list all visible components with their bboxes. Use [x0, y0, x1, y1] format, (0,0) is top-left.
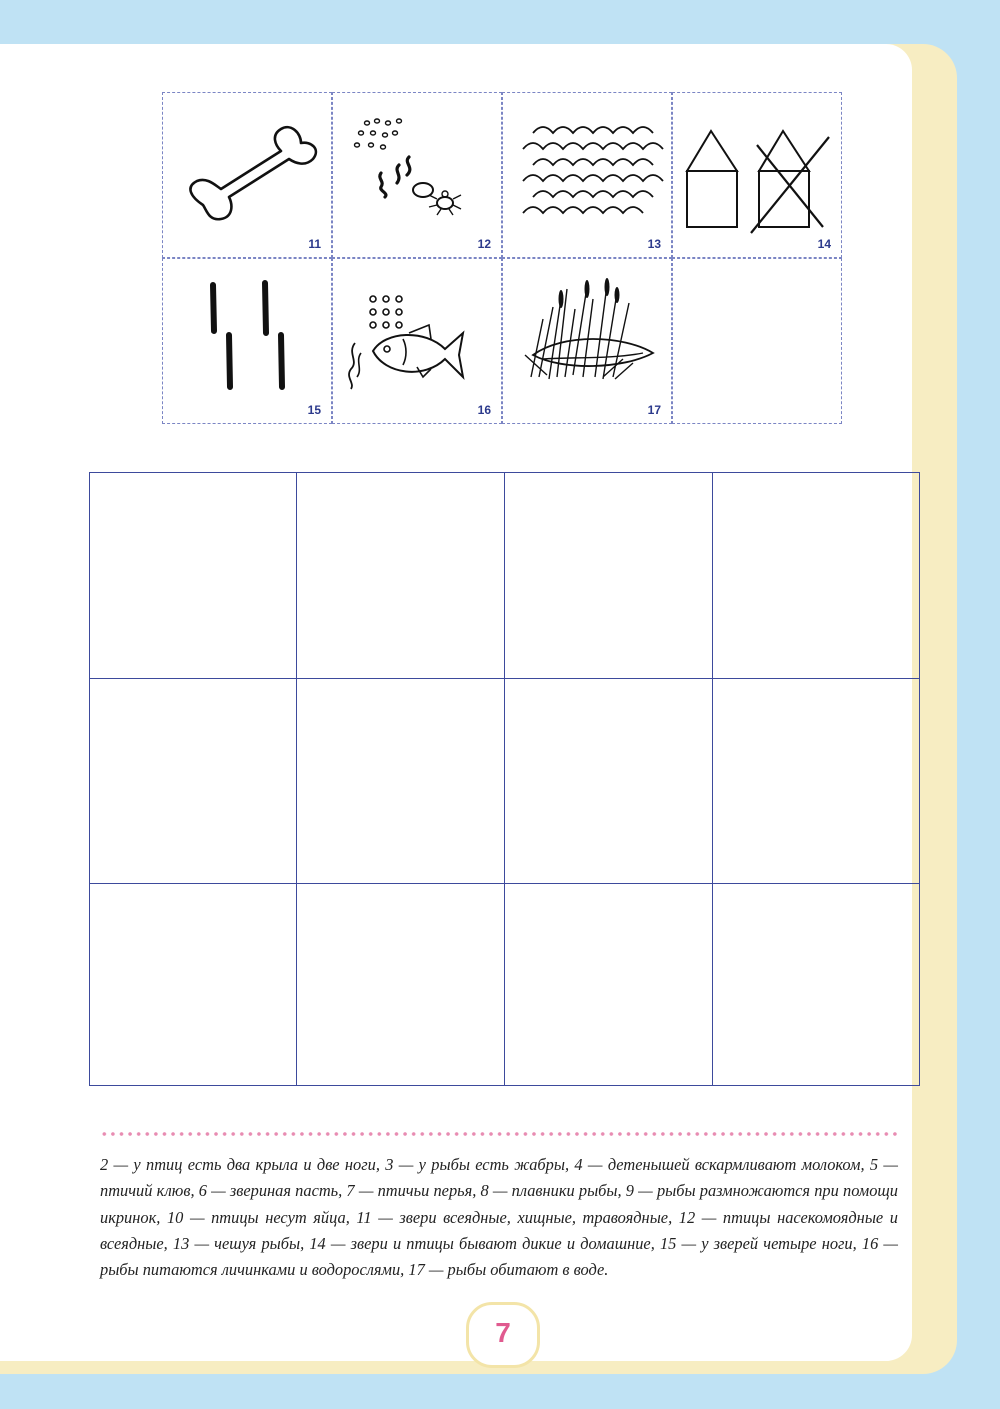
grid-line	[504, 473, 505, 1085]
crossed-houses-icon	[673, 93, 841, 257]
card-number: 12	[477, 237, 491, 251]
dotted-divider	[100, 1130, 900, 1138]
card-16[interactable]	[332, 258, 502, 424]
card-number: 17	[647, 403, 661, 417]
card-empty[interactable]	[672, 258, 842, 424]
fish-with-larvae-icon	[333, 259, 501, 423]
answer-grid[interactable]	[89, 472, 920, 1086]
page-number: 7	[495, 1317, 511, 1348]
card-number: 15	[307, 403, 321, 417]
card-number: 11	[308, 237, 321, 251]
card-11[interactable]	[162, 92, 332, 258]
card-17[interactable]	[502, 258, 672, 424]
reeds-and-water-icon	[503, 259, 671, 423]
card-number: 14	[817, 237, 831, 251]
grid-line	[90, 678, 919, 679]
grid-line	[296, 473, 297, 1085]
four-legs-icon	[163, 259, 331, 423]
grid-line	[712, 473, 713, 1085]
card-12[interactable]	[332, 92, 502, 258]
card-14[interactable]	[672, 92, 842, 258]
grid-line	[90, 883, 919, 884]
insects-and-seeds-icon	[333, 93, 501, 257]
fish-scales-icon	[503, 93, 671, 257]
page-number-badge	[466, 1302, 540, 1368]
bone-icon	[163, 93, 331, 257]
card-number: 13	[647, 237, 661, 251]
card-13[interactable]	[502, 92, 672, 258]
answer-key-text: 2 — у птиц есть два крыла и две ноги, 3 — у рыбы есть жабры, 4 — детенышей вскармливают молоком, 5 — птичий клюв, 6 — звериная пасть, 7 — птичьи перья, 8 — плавники рыбы, 9 — рыбы размножаются при помощи икринок, 10 — птицы несут яйца, 11 — звери всеядные, хищные, травоядные, 12 — птицы насекомоядные и всеядные, 13 — чешуя рыбы, 14 — звери и птицы бывают дикие и домашние, 15 — у зверей четыре ноги, 16 — рыбы питаются личинками и водорослями, 17 — рыбы обитают в воде.	[100, 1155, 898, 1280]
card-number: 16	[477, 403, 491, 417]
card-15[interactable]	[162, 258, 332, 424]
